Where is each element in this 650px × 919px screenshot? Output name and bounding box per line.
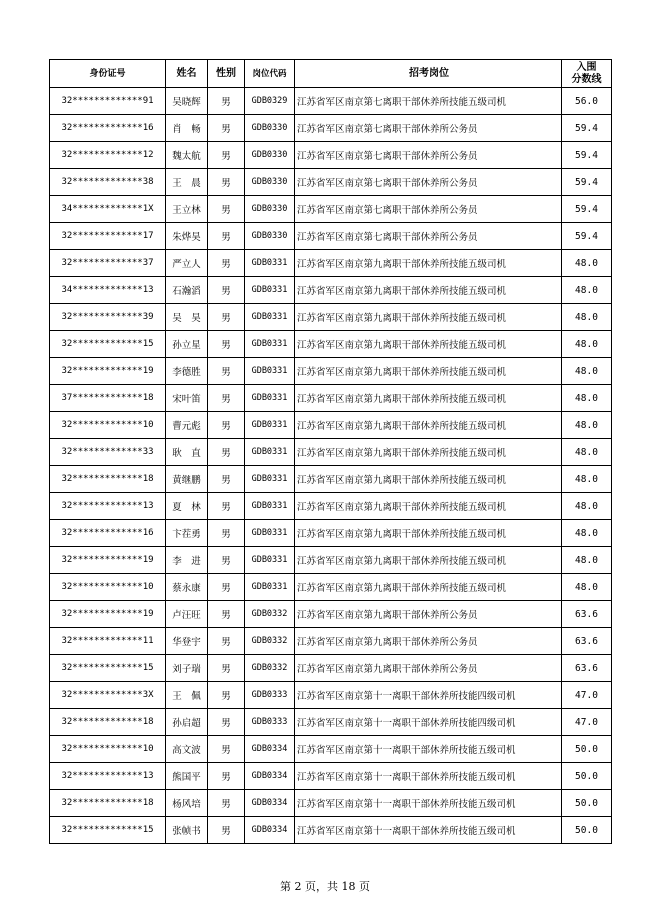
cell-position: 江苏省军区南京第七离职干部休养所公务员 bbox=[295, 115, 562, 142]
table-row bbox=[50, 709, 612, 736]
cell-position: 江苏省军区南京第九离职干部休养所技能五级司机 bbox=[295, 547, 562, 574]
cell-name: 蔡永康 bbox=[166, 574, 208, 601]
cell-code: GDB0332 bbox=[245, 655, 295, 682]
cell-name: 孙立星 bbox=[166, 331, 208, 358]
table-row bbox=[50, 574, 612, 601]
table-row bbox=[50, 790, 612, 817]
header-name: 姓名 bbox=[166, 60, 208, 88]
cell-score: 59.4 bbox=[562, 223, 612, 250]
cell-score: 47.0 bbox=[562, 682, 612, 709]
cell-code: GDB0333 bbox=[245, 709, 295, 736]
cell-id: 34*************13 bbox=[50, 277, 166, 304]
cell-score: 59.4 bbox=[562, 142, 612, 169]
cell-position: 江苏省军区南京第九离职干部休养所技能五级司机 bbox=[295, 331, 562, 358]
cell-code: GDB0330 bbox=[245, 115, 295, 142]
cell-code: GDB0330 bbox=[245, 142, 295, 169]
cell-score: 47.0 bbox=[562, 709, 612, 736]
cell-position: 江苏省军区南京第十一离职干部休养所技能五级司机 bbox=[295, 736, 562, 763]
table-row bbox=[50, 250, 612, 277]
cell-name: 卢汪旺 bbox=[166, 601, 208, 628]
cell-score: 48.0 bbox=[562, 574, 612, 601]
cell-sex: 男 bbox=[208, 304, 245, 331]
cell-id: 32*************10 bbox=[50, 574, 166, 601]
header-sex: 性别 bbox=[208, 60, 245, 88]
cell-sex: 男 bbox=[208, 466, 245, 493]
cell-id: 32*************15 bbox=[50, 817, 166, 844]
cell-position: 江苏省军区南京第七离职干部休养所技能五级司机 bbox=[295, 88, 562, 115]
cell-code: GDB0331 bbox=[245, 439, 295, 466]
header-position: 招考岗位 bbox=[295, 60, 562, 88]
cell-name: 肖 畅 bbox=[166, 115, 208, 142]
cell-sex: 男 bbox=[208, 763, 245, 790]
cell-sex: 男 bbox=[208, 439, 245, 466]
cell-code: GDB0331 bbox=[245, 466, 295, 493]
candidate-table bbox=[49, 59, 612, 844]
table-body bbox=[50, 88, 612, 844]
cell-sex: 男 bbox=[208, 628, 245, 655]
cell-position: 江苏省军区南京第十一离职干部休养所技能四级司机 bbox=[295, 709, 562, 736]
cell-position: 江苏省军区南京第十一离职干部休养所技能四级司机 bbox=[295, 682, 562, 709]
cell-score: 63.6 bbox=[562, 655, 612, 682]
table-row bbox=[50, 412, 612, 439]
cell-sex: 男 bbox=[208, 169, 245, 196]
cell-name: 王立林 bbox=[166, 196, 208, 223]
cell-id: 32*************15 bbox=[50, 331, 166, 358]
table-row bbox=[50, 466, 612, 493]
cell-sex: 男 bbox=[208, 385, 245, 412]
table-row bbox=[50, 277, 612, 304]
cell-position: 江苏省军区南京第九离职干部休养所技能五级司机 bbox=[295, 304, 562, 331]
cell-sex: 男 bbox=[208, 682, 245, 709]
cell-sex: 男 bbox=[208, 790, 245, 817]
cell-name: 刘子瑞 bbox=[166, 655, 208, 682]
cell-sex: 男 bbox=[208, 736, 245, 763]
cell-name: 耿 直 bbox=[166, 439, 208, 466]
table-row bbox=[50, 628, 612, 655]
cell-position: 江苏省军区南京第九离职干部休养所技能五级司机 bbox=[295, 574, 562, 601]
cell-code: GDB0333 bbox=[245, 682, 295, 709]
cell-code: GDB0331 bbox=[245, 331, 295, 358]
cell-code: GDB0331 bbox=[245, 277, 295, 304]
cell-position: 江苏省军区南京第九离职干部休养所技能五级司机 bbox=[295, 520, 562, 547]
header-score bbox=[562, 60, 612, 88]
cell-position: 江苏省军区南京第九离职干部休养所技能五级司机 bbox=[295, 439, 562, 466]
table-row bbox=[50, 817, 612, 844]
cell-score: 48.0 bbox=[562, 412, 612, 439]
table-row bbox=[50, 520, 612, 547]
table-row bbox=[50, 88, 612, 115]
cell-name: 朱烨昊 bbox=[166, 223, 208, 250]
cell-id: 32*************18 bbox=[50, 790, 166, 817]
cell-position: 江苏省军区南京第七离职干部休养所公务员 bbox=[295, 169, 562, 196]
cell-id: 32*************16 bbox=[50, 115, 166, 142]
cell-sex: 男 bbox=[208, 817, 245, 844]
cell-name: 王 佩 bbox=[166, 682, 208, 709]
cell-id: 32*************39 bbox=[50, 304, 166, 331]
cell-name: 高文波 bbox=[166, 736, 208, 763]
table-row bbox=[50, 547, 612, 574]
cell-id: 32*************37 bbox=[50, 250, 166, 277]
cell-name: 李德胜 bbox=[166, 358, 208, 385]
cell-id: 32*************3X bbox=[50, 682, 166, 709]
cell-position: 江苏省军区南京第十一离职干部休养所技能五级司机 bbox=[295, 763, 562, 790]
cell-name: 吴 昊 bbox=[166, 304, 208, 331]
cell-code: GDB0331 bbox=[245, 412, 295, 439]
cell-id: 32*************10 bbox=[50, 412, 166, 439]
table-row bbox=[50, 142, 612, 169]
table-row bbox=[50, 169, 612, 196]
cell-score: 48.0 bbox=[562, 331, 612, 358]
cell-score: 48.0 bbox=[562, 358, 612, 385]
cell-id: 34*************1X bbox=[50, 196, 166, 223]
table-row bbox=[50, 223, 612, 250]
cell-code: GDB0331 bbox=[245, 250, 295, 277]
cell-sex: 男 bbox=[208, 250, 245, 277]
cell-position: 江苏省军区南京第九离职干部休养所公务员 bbox=[295, 655, 562, 682]
cell-code: GDB0330 bbox=[245, 196, 295, 223]
cell-position: 江苏省军区南京第九离职干部休养所公务员 bbox=[295, 628, 562, 655]
cell-score: 48.0 bbox=[562, 304, 612, 331]
cell-code: GDB0331 bbox=[245, 358, 295, 385]
cell-id: 32*************91 bbox=[50, 88, 166, 115]
cell-sex: 男 bbox=[208, 412, 245, 439]
cell-position: 江苏省军区南京第九离职干部休养所技能五级司机 bbox=[295, 250, 562, 277]
cell-score: 50.0 bbox=[562, 817, 612, 844]
cell-sex: 男 bbox=[208, 358, 245, 385]
table-row bbox=[50, 493, 612, 520]
cell-position: 江苏省军区南京第七离职干部休养所公务员 bbox=[295, 196, 562, 223]
table-row bbox=[50, 115, 612, 142]
cell-code: GDB0331 bbox=[245, 304, 295, 331]
table-row bbox=[50, 682, 612, 709]
table-row bbox=[50, 601, 612, 628]
cell-sex: 男 bbox=[208, 520, 245, 547]
table-row bbox=[50, 358, 612, 385]
cell-score: 59.4 bbox=[562, 115, 612, 142]
cell-name: 李 进 bbox=[166, 547, 208, 574]
cell-code: GDB0331 bbox=[245, 574, 295, 601]
cell-name: 石瀚滔 bbox=[166, 277, 208, 304]
cell-name: 华登宇 bbox=[166, 628, 208, 655]
cell-name: 黄继鹏 bbox=[166, 466, 208, 493]
cell-position: 江苏省军区南京第九离职干部休养所技能五级司机 bbox=[295, 412, 562, 439]
cell-position: 江苏省军区南京第十一离职干部休养所技能五级司机 bbox=[295, 817, 562, 844]
cell-code: GDB0332 bbox=[245, 601, 295, 628]
cell-sex: 男 bbox=[208, 88, 245, 115]
cell-score: 48.0 bbox=[562, 439, 612, 466]
cell-id: 32*************11 bbox=[50, 628, 166, 655]
table-row bbox=[50, 439, 612, 466]
cell-id: 32*************18 bbox=[50, 709, 166, 736]
cell-score: 48.0 bbox=[562, 520, 612, 547]
cell-name: 吴晓辉 bbox=[166, 88, 208, 115]
cell-score: 48.0 bbox=[562, 385, 612, 412]
cell-position: 江苏省军区南京第九离职干部休养所技能五级司机 bbox=[295, 277, 562, 304]
cell-code: GDB0334 bbox=[245, 817, 295, 844]
cell-code: GDB0330 bbox=[245, 223, 295, 250]
cell-sex: 男 bbox=[208, 142, 245, 169]
cell-name: 杨风培 bbox=[166, 790, 208, 817]
cell-id: 32*************10 bbox=[50, 736, 166, 763]
cell-position: 江苏省军区南京第九离职干部休养所公务员 bbox=[295, 601, 562, 628]
cell-id: 32*************13 bbox=[50, 763, 166, 790]
cell-name: 宋叶笛 bbox=[166, 385, 208, 412]
cell-sex: 男 bbox=[208, 655, 245, 682]
cell-code: GDB0334 bbox=[245, 736, 295, 763]
cell-id: 32*************33 bbox=[50, 439, 166, 466]
cell-name: 孙启超 bbox=[166, 709, 208, 736]
table-row bbox=[50, 304, 612, 331]
cell-code: GDB0331 bbox=[245, 385, 295, 412]
cell-name: 夏 林 bbox=[166, 493, 208, 520]
cell-score: 48.0 bbox=[562, 466, 612, 493]
cell-code: GDB0330 bbox=[245, 169, 295, 196]
cell-name: 卞茬勇 bbox=[166, 520, 208, 547]
cell-position: 江苏省军区南京第九离职干部休养所技能五级司机 bbox=[295, 385, 562, 412]
header-id: 身份证号 bbox=[50, 60, 166, 88]
cell-sex: 男 bbox=[208, 196, 245, 223]
cell-sex: 男 bbox=[208, 709, 245, 736]
cell-code: GDB0334 bbox=[245, 790, 295, 817]
cell-name: 张帧书 bbox=[166, 817, 208, 844]
cell-id: 32*************19 bbox=[50, 547, 166, 574]
table-row bbox=[50, 763, 612, 790]
cell-name: 严立人 bbox=[166, 250, 208, 277]
cell-sex: 男 bbox=[208, 115, 245, 142]
cell-position: 江苏省军区南京第九离职干部休养所技能五级司机 bbox=[295, 493, 562, 520]
cell-sex: 男 bbox=[208, 331, 245, 358]
cell-name: 王 晨 bbox=[166, 169, 208, 196]
cell-name: 熊国平 bbox=[166, 763, 208, 790]
cell-code: GDB0329 bbox=[245, 88, 295, 115]
cell-score: 56.0 bbox=[562, 88, 612, 115]
cell-sex: 男 bbox=[208, 223, 245, 250]
page-footer: 第 2 页，共 18 页 bbox=[280, 880, 370, 893]
cell-id: 32*************17 bbox=[50, 223, 166, 250]
cell-score: 48.0 bbox=[562, 250, 612, 277]
cell-code: GDB0331 bbox=[245, 493, 295, 520]
cell-sex: 男 bbox=[208, 493, 245, 520]
cell-sex: 男 bbox=[208, 547, 245, 574]
cell-position: 江苏省军区南京第九离职干部休养所技能五级司机 bbox=[295, 466, 562, 493]
cell-code: GDB0332 bbox=[245, 628, 295, 655]
cell-code: GDB0331 bbox=[245, 547, 295, 574]
header-score-line1: 入围 bbox=[576, 61, 597, 73]
cell-position: 江苏省军区南京第七离职干部休养所公务员 bbox=[295, 142, 562, 169]
cell-id: 32*************19 bbox=[50, 358, 166, 385]
cell-code: GDB0331 bbox=[245, 520, 295, 547]
cell-score: 59.4 bbox=[562, 196, 612, 223]
cell-sex: 男 bbox=[208, 601, 245, 628]
cell-name: 曹元彪 bbox=[166, 412, 208, 439]
cell-sex: 男 bbox=[208, 574, 245, 601]
table-header-row bbox=[50, 60, 612, 88]
cell-score: 63.6 bbox=[562, 628, 612, 655]
cell-position: 江苏省军区南京第九离职干部休养所技能五级司机 bbox=[295, 358, 562, 385]
cell-id: 32*************38 bbox=[50, 169, 166, 196]
cell-score: 50.0 bbox=[562, 790, 612, 817]
cell-position: 江苏省军区南京第十一离职干部休养所技能五级司机 bbox=[295, 790, 562, 817]
table-row bbox=[50, 196, 612, 223]
cell-score: 48.0 bbox=[562, 277, 612, 304]
cell-score: 48.0 bbox=[562, 547, 612, 574]
cell-id: 32*************18 bbox=[50, 466, 166, 493]
cell-id: 32*************13 bbox=[50, 493, 166, 520]
cell-id: 32*************15 bbox=[50, 655, 166, 682]
cell-score: 59.4 bbox=[562, 169, 612, 196]
header-code: 岗位代码 bbox=[245, 60, 295, 88]
cell-score: 50.0 bbox=[562, 736, 612, 763]
cell-score: 50.0 bbox=[562, 763, 612, 790]
cell-name: 魏太航 bbox=[166, 142, 208, 169]
cell-code: GDB0334 bbox=[245, 763, 295, 790]
cell-id: 32*************12 bbox=[50, 142, 166, 169]
table-row bbox=[50, 655, 612, 682]
cell-position: 江苏省军区南京第七离职干部休养所公务员 bbox=[295, 223, 562, 250]
cell-sex: 男 bbox=[208, 277, 245, 304]
table-row bbox=[50, 385, 612, 412]
cell-id: 32*************16 bbox=[50, 520, 166, 547]
cell-id: 37*************18 bbox=[50, 385, 166, 412]
cell-score: 63.6 bbox=[562, 601, 612, 628]
table-row bbox=[50, 736, 612, 763]
header-score-line2: 分数线 bbox=[571, 73, 602, 85]
cell-score: 48.0 bbox=[562, 493, 612, 520]
cell-id: 32*************19 bbox=[50, 601, 166, 628]
table-row bbox=[50, 331, 612, 358]
